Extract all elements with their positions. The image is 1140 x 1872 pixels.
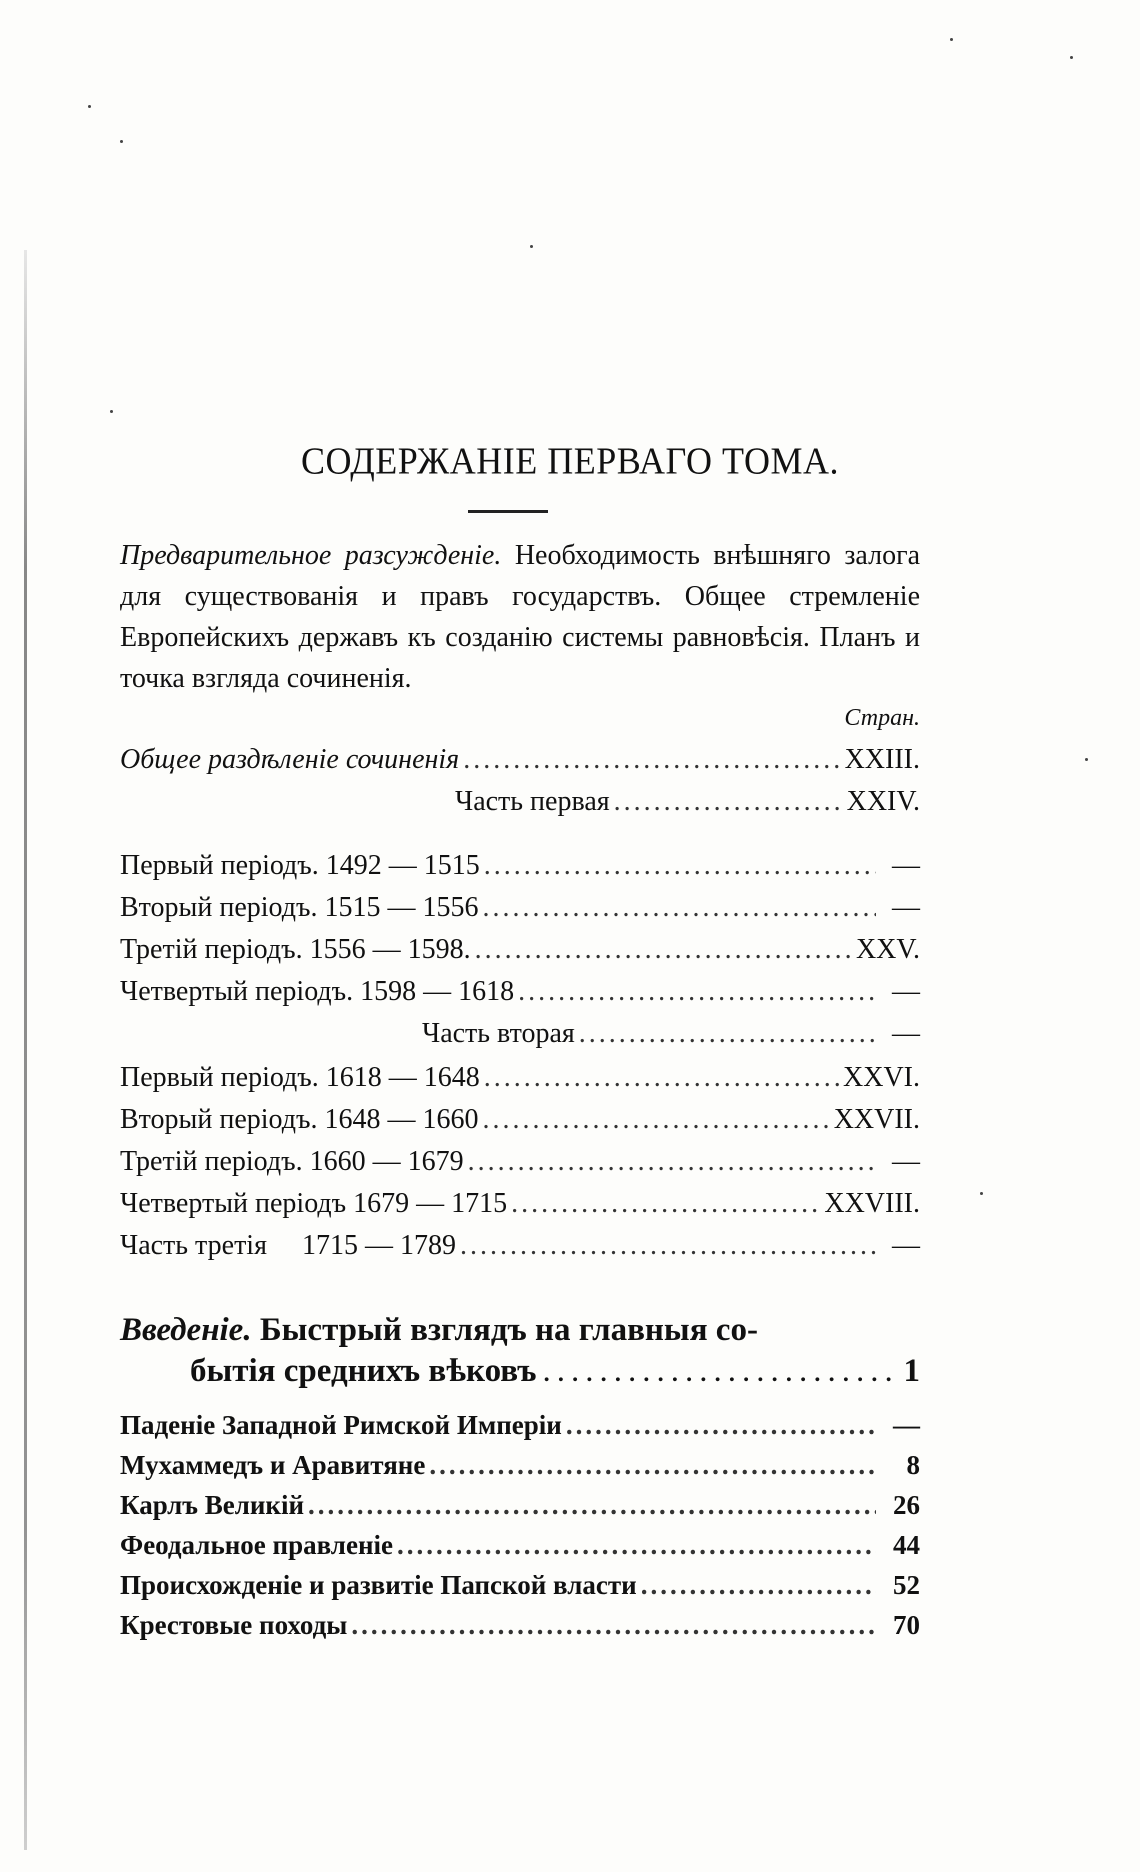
toc-page: — bbox=[892, 850, 920, 881]
chapter-label: Паденіе Западной Римской Имперіи bbox=[120, 1410, 562, 1440]
scan-speck bbox=[950, 38, 953, 41]
leader-dots bbox=[518, 976, 876, 1008]
chapter-row bbox=[120, 1530, 920, 1568]
leader-dots bbox=[543, 1353, 898, 1390]
chapter-page: 52 bbox=[893, 1570, 920, 1600]
toc-row bbox=[120, 892, 920, 930]
toc-label: Общее раздѣленіе сочиненія bbox=[120, 744, 460, 775]
toc-row bbox=[120, 850, 920, 888]
toc-page: XXIV. bbox=[846, 786, 920, 817]
page-edge-shadow bbox=[24, 250, 27, 1850]
scan-speck bbox=[120, 140, 123, 143]
chapter-row bbox=[120, 1570, 920, 1608]
chapter-row bbox=[120, 1490, 920, 1528]
toc-row bbox=[120, 786, 920, 824]
introduction-heading-cont bbox=[190, 1353, 920, 1399]
toc-page: XXIII. bbox=[844, 744, 920, 775]
toc-row bbox=[120, 1062, 920, 1100]
leader-dots bbox=[351, 1610, 876, 1641]
page-title: СОДЕРЖАНІЕ ПЕРВАГО ТОМА. bbox=[301, 440, 839, 482]
scan-speck bbox=[88, 105, 91, 108]
chapter-row bbox=[120, 1610, 920, 1648]
leader-dots bbox=[482, 892, 876, 924]
chapter-label: Происхожденіе и развитіе Папской власти bbox=[120, 1570, 637, 1600]
introduction-heading bbox=[120, 1307, 920, 1353]
page-column-header: Стран. bbox=[844, 705, 920, 731]
toc-label: Вторый періодъ. 1648 — 1660 bbox=[120, 1104, 479, 1135]
toc-label: Часть первая bbox=[455, 786, 610, 817]
leader-dots bbox=[484, 850, 876, 882]
leader-dots bbox=[482, 1104, 829, 1136]
scan-speck bbox=[1085, 758, 1088, 761]
preface-text: Необходимость внѣшняго залога для существованія и правъ государствъ. Общее стремленіе Европейскихъ державъ къ созданію системы равновѣсія. Планъ и точка взгляда сочиненія. bbox=[120, 540, 920, 694]
chapter-label: Феодальное правленіе bbox=[120, 1530, 393, 1560]
chapter-label: Карлъ Великій bbox=[120, 1490, 305, 1520]
toc-label: Первый періодъ. 1618 — 1648 bbox=[120, 1062, 480, 1093]
chapter-label: Крестовые походы bbox=[120, 1610, 348, 1640]
leader-dots bbox=[463, 744, 840, 776]
leader-dots bbox=[308, 1490, 876, 1521]
toc-label: Часть вторая bbox=[422, 1018, 575, 1049]
toc-row bbox=[120, 1188, 920, 1226]
toc-row bbox=[120, 1018, 920, 1056]
scan-speck bbox=[1070, 56, 1073, 59]
toc-page: XXVIII. bbox=[824, 1188, 920, 1219]
chapter-page: 44 bbox=[893, 1530, 920, 1560]
intro-title-line1: Быстрый взглядъ на главныя со- bbox=[259, 1312, 758, 1348]
leader-dots bbox=[460, 1230, 876, 1262]
toc-page: — bbox=[892, 976, 920, 1007]
chapter-page: 70 bbox=[893, 1610, 920, 1640]
leader-dots bbox=[511, 1188, 820, 1220]
chapter-page: 8 bbox=[906, 1450, 920, 1480]
chapter-page: 26 bbox=[893, 1490, 920, 1520]
toc-page: — bbox=[892, 1018, 920, 1049]
leader-dots bbox=[429, 1450, 876, 1481]
toc-page: — bbox=[892, 1146, 920, 1177]
intro-label: Введеніе. bbox=[120, 1312, 252, 1348]
toc-label: Третій періодъ. 1556 — 1598. bbox=[120, 934, 471, 965]
chapter-label: Мухаммедъ и Аравитяне bbox=[120, 1450, 426, 1480]
leader-dots bbox=[579, 1018, 876, 1050]
scan-speck bbox=[530, 245, 533, 248]
toc-row bbox=[120, 1104, 920, 1142]
toc-page: XXV. bbox=[855, 934, 920, 965]
leader-dots bbox=[566, 1410, 876, 1441]
preface-heading: Предварительное разсужденіе. bbox=[120, 540, 502, 571]
chapter-page: — bbox=[893, 1410, 920, 1440]
intro-title-line2: бытія среднихъ вѣковъ bbox=[190, 1353, 537, 1389]
scan-speck bbox=[980, 1192, 983, 1195]
leader-dots bbox=[484, 1062, 839, 1094]
scan-speck bbox=[110, 410, 113, 413]
toc-row bbox=[120, 976, 920, 1014]
preface-paragraph bbox=[120, 535, 920, 699]
toc-label: Вторый періодъ. 1515 — 1556 bbox=[120, 892, 479, 923]
chapter-row bbox=[120, 1410, 920, 1448]
toc-row bbox=[120, 744, 920, 782]
toc-page: — bbox=[892, 1230, 920, 1261]
toc-label: Четвертый періодъ 1679 — 1715 bbox=[120, 1188, 508, 1219]
toc-label: Часть третія 1715 — 1789 bbox=[120, 1230, 456, 1261]
chapter-row bbox=[120, 1450, 920, 1488]
toc-row bbox=[120, 1146, 920, 1184]
toc-label: Третій періодъ. 1660 — 1679 bbox=[120, 1146, 464, 1177]
toc-label: Первый періодъ. 1492 — 1515 bbox=[120, 850, 480, 881]
intro-page: 1 bbox=[903, 1353, 920, 1389]
leader-dots bbox=[468, 1146, 876, 1178]
toc-label: Четвертый періодъ. 1598 — 1618 bbox=[120, 976, 515, 1007]
toc-page: XXVII. bbox=[833, 1104, 920, 1135]
leader-dots bbox=[397, 1530, 876, 1561]
toc-row bbox=[120, 1230, 920, 1268]
title-divider bbox=[468, 510, 548, 513]
leader-dots bbox=[475, 934, 852, 966]
leader-dots bbox=[641, 1570, 876, 1601]
toc-row bbox=[120, 934, 920, 972]
toc-page: — bbox=[892, 892, 920, 923]
toc-page: XXVI. bbox=[843, 1062, 920, 1093]
leader-dots bbox=[614, 786, 843, 818]
